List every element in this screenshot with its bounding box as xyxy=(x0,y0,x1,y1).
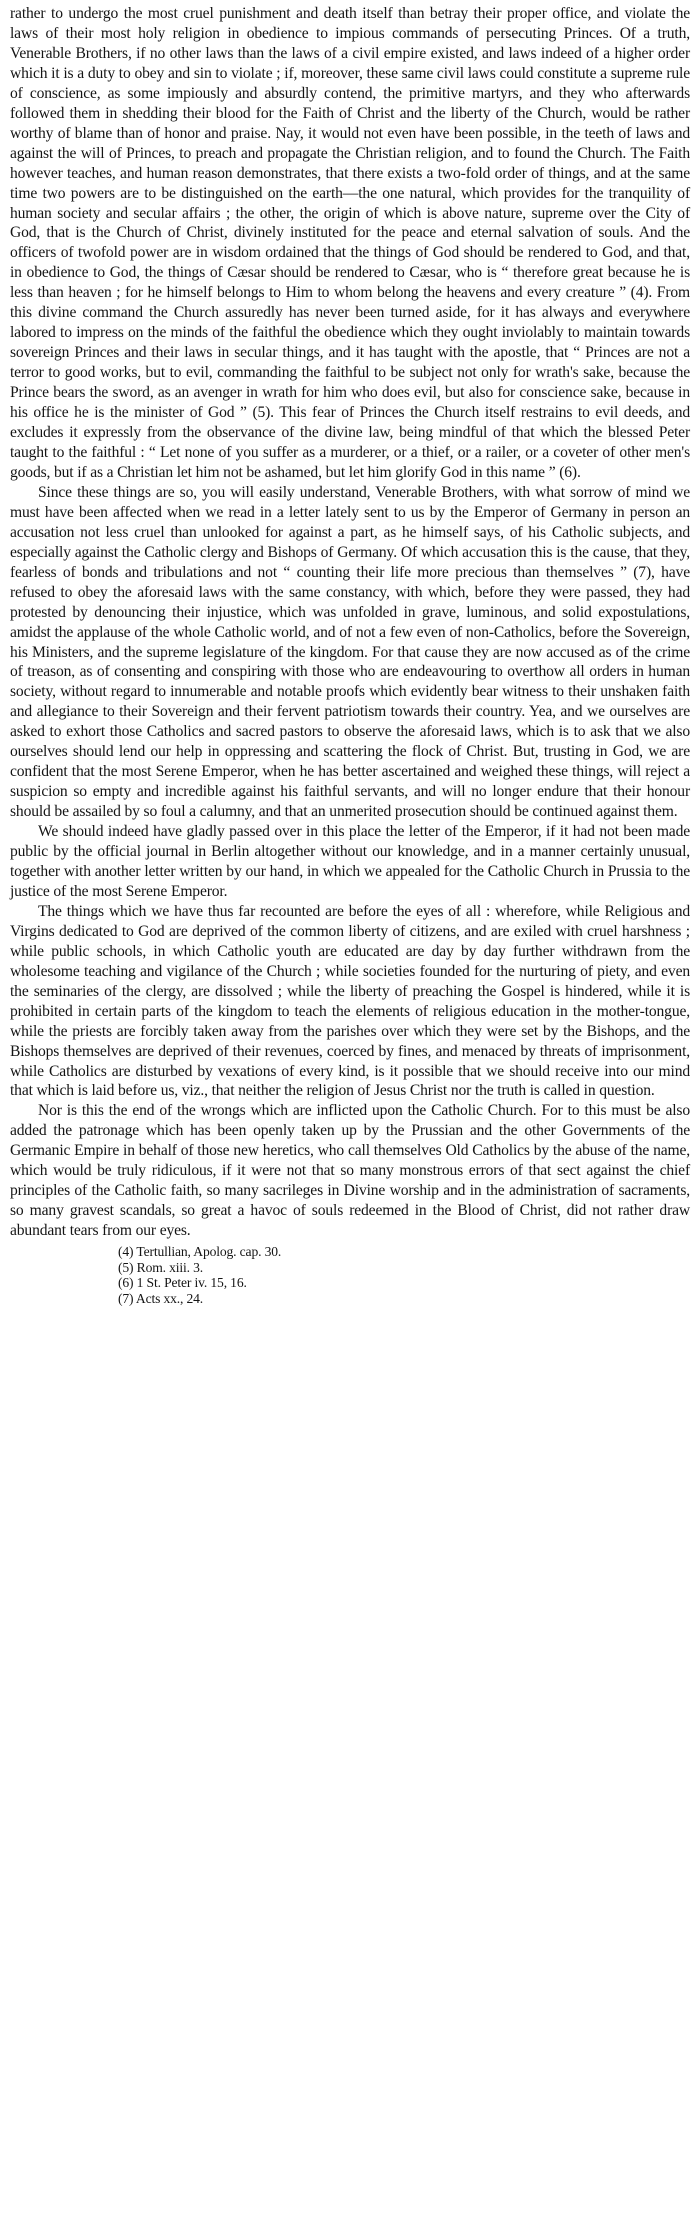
body-paragraph: Nor is this the end of the wrongs which are inflicted upon the Catholic Church. For to this must be also added the patronage which has been openly taken up by the Prussian and the other Governments of the Germanic Empire in behalf of those new heretics, who call themselves Old Catholics by the abuse of the name, which would be truly ridiculous, if it were not that so many monstrous errors of that sect against the chief principles of the Catholic faith, so many sacrileges in Divine worship and in the administration of sacraments, so many gravest scandals, so great a havoc of souls redeemed in the Blood of Christ, did not rather draw abundant tears from our eyes. xyxy=(10,1102,690,1240)
footnote: (6) 1 St. Peter iv. 15, 16. xyxy=(118,1275,247,1291)
body-paragraph: We should indeed have gladly passed over in this place the letter of the Emperor, if it had not been made public by the official journal in Berlin altogether without our knowledge, and in a manner certainly unusual, together with another letter written by our hand, in which we appealed for the Catholic Church in Prussia to the justice of the most Serene Emperor. xyxy=(10,823,690,900)
footnote: (4) Tertullian, Apolog. cap. 30. xyxy=(118,1244,282,1260)
body-paragraph: The things which we have thus far recounted are before the eyes of all : wherefore, while Religious and Virgins dedicated to God are deprived of the common liberty of citizens, and are exiled with cruel harshness ; while public schools, in which Catholic youth are educated are day by day further withdrawn from the wholesome teaching and vigilance of the Church ; while societies founded for the nurturing of piety, and even the seminaries of the clergy, are dissolved ; while the liberty of preaching the Gospel is hindered, while it is prohibited in certain parts of the kingdom to teach the elements of religious education in the mother-tongue, while the priests are forcibly taken away from the parishes over which they were set by the Bishops, and the Bishops themselves are deprived of their revenues, coerced by fines, and menaced by threats of imprisonment, while Catholics are disturbed by vexations of every kind, is it possible that we should receive into our mind that which is laid before us, viz., that neither the religion of Jesus Christ nor the truth is called in question. xyxy=(10,902,690,1100)
footnote: (5) Rom. xiii. 3. xyxy=(118,1259,204,1275)
body-paragraph: rather to undergo the most cruel punishment and death itself than betray their proper office, and violate the laws of their most holy religion in obedience to impious commands of persecuting Princes. Of a truth, Venerable Brothers, if no other laws than the laws of a civil empire existed, and laws indeed of a higher order which it is a duty to obey and sin to violate ; if, moreover, these same civil laws could constitute a supreme rule of conscience, as some impiously and absurdly contend, the primitive martyrs, and they who afterwards followed them in shedding their blood for the Faith of Christ and the liberty of the Church, would be rather worthy of blame than of honor and praise. Nay, it would not even have been possible, in the teeth of laws and against the will of Princes, to preach and propagate the Christian religion, and to found the Church. The Faith however teaches, and human reason demonstrates, that there exists a two-fold order of things, and at the same time two powers are to be distinguished on the earth—the one natural, which provides for the tranquility of human society and secular affairs ; the other, the origin of which is above nature, supreme over the City of God, that is the Church of Christ, divinely instituted for the peace and eternal salvation of souls. And the officers of twofold power are in wisdom ordained that the things of God should be rendered to God, and that, in obedience to God, the things of Cæsar should be rendered to Cæsar, who is “ therefore great because he is less than heaven ; for he himself belongs to Him to whom belong the heavens and every creature ” (4). From this divine command the Church assuredly has never been turned aside, for it has always and everywhere labored to impress on the minds of the faithful the obedience which they ought inviolably to maintain towards sovereign Princes and their laws in secular things, and it has taught with the apostle, that “ Princes are not a terror to good works, but to evil, commanding the faithful to be subject not only for wrath's sake, because the Prince bears the sword, as an avenger in wrath for him who does evil, but also for conscience sake, because in his office he is the minister of God ” (5). This fear of Princes the Church itself restrains to evil deeds, and excludes it expressly from the observance of the divine law, being mindful of that which the blessed Peter taught to the faithful : “ Let none of you suffer as a murderer, or a thief, or a railer, or a coveter of other men's goods, but if as a Christian let him not be ashamed, but let him glorify God in this name ” (6). xyxy=(10,5,690,481)
body-paragraph: Since these things are so, you will easily understand, Venerable Brothers, with what sorrow of mind we must have been affected when we read in a letter lately sent to us by the Emperor of Germany in person an accusation not less cruel than unlooked for against a part, as he himself says, of his Catholic subjects, and especially against the Catholic clergy and Bishops of Germany. Of which accusation this is the cause, that they, fearless of bonds and tribulations and not “ counting their life more precious than themselves ” (7), have refused to obey the aforesaid laws with the same constancy, with which, before they were passed, they had protested by denouncing their injustice, which was unfolded in grave, luminous, and solid expostulations, amidst the applause of the whole Catholic world, and of not a few even of non-Catholics, before the Sovereign, his Ministers, and the supreme legislature of the kingdom. For that cause they are now accused as of the crime of treason, as of consenting and conspiring with those who are endeavouring to overthow all orders in human society, without regard to innumerable and notable proofs which evidently bear witness to their unshaken faith and allegiance to their Sovereign and their fervent patriotism towards their country. Yea, and we ourselves are asked to exhort those Catholics and sacred pastors to observe the aforesaid laws, which is to ask that we also ourselves should lend our help in oppressing and scattering the flock of Christ. But, trusting in God, we are confident that the most Serene Emperor, when he has better ascertained and weighed these things, will reject a suspicion so empty and incredible against his faithful servants, and will no longer endure that their honour should be assailed by so foul a calumny, and that an unmerited prosecution should be continued against them. xyxy=(10,483,690,821)
footnotes xyxy=(118,1244,690,1306)
footnote: (7) Acts xx., 24. xyxy=(118,1290,204,1306)
